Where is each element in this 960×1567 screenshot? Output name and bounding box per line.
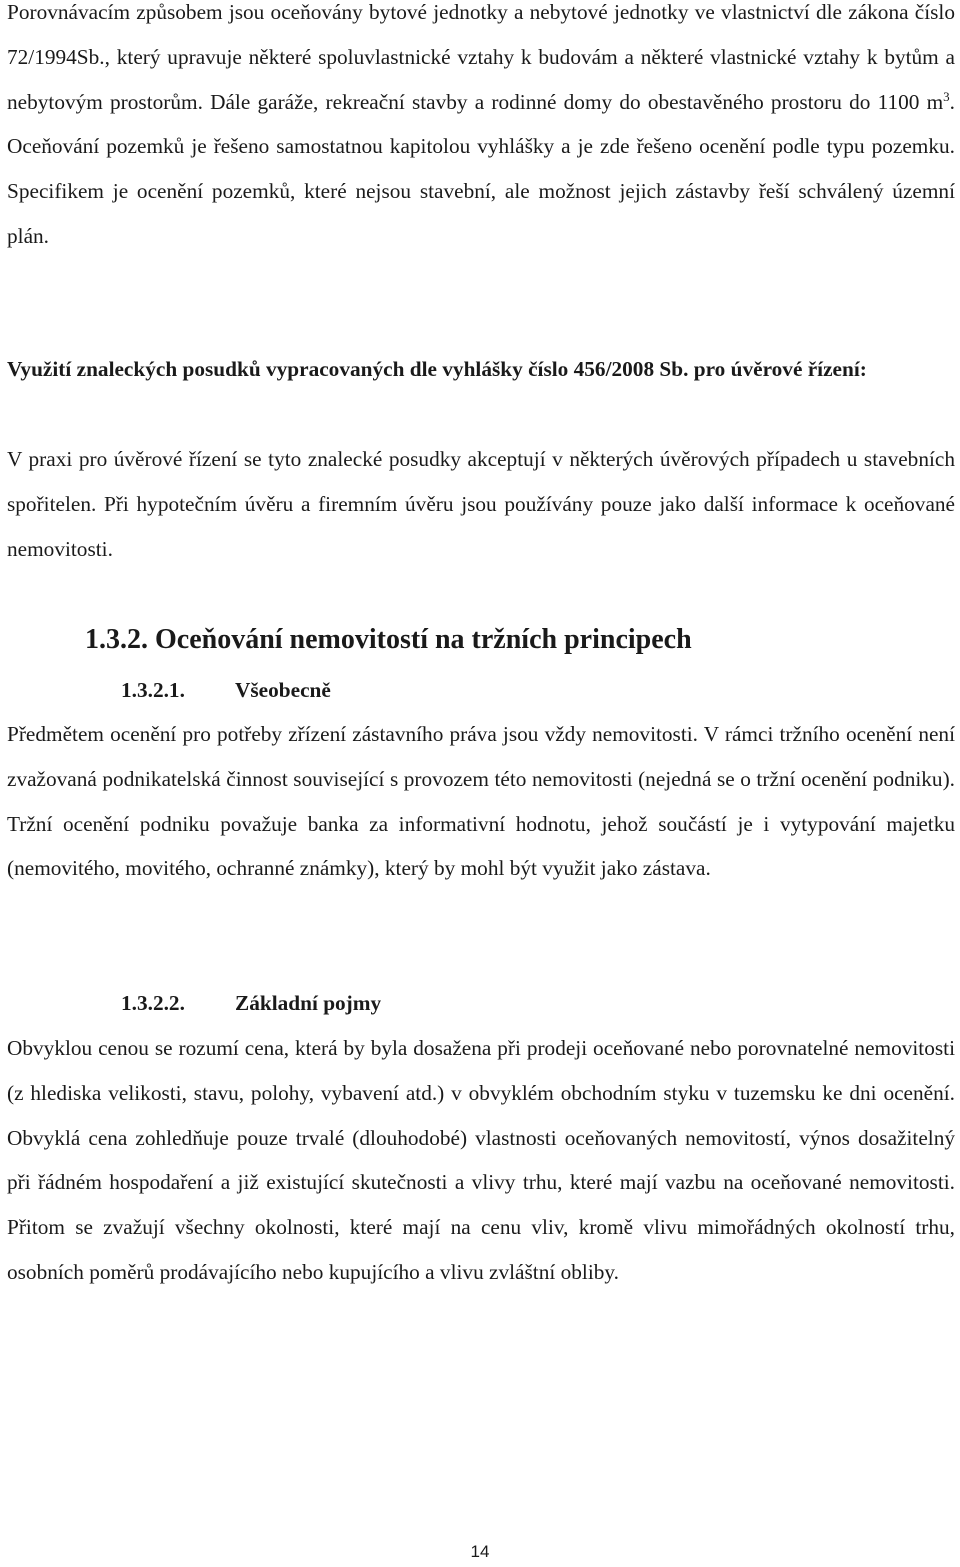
section-number: 1.3.2. — [85, 624, 148, 655]
section-title: Všeobecně — [235, 678, 331, 702]
section-heading-1-3-2-2 — [7, 988, 381, 1018]
section-title: Základní pojmy — [235, 991, 382, 1015]
paragraph-general: Předmětem ocenění pro potřeby zřízení zástavního práva jsou vždy nemovitosti. V rámci tržního ocenění není zvažovaná podnikatelská činnost související s provozem této nemovitosti (nejedná se o tržní ocenění podniku). Tržní ocenění podniku považuje banka za informativní hodnotu, jehož součástí je i vytypování majetku (nemovitého, movitého, ochranné známky), který by mohl být využit jako zástava. — [7, 722, 955, 881]
paragraph-credit: V praxi pro úvěrové řízení se tyto znalecké posudky akceptují v některých úvěrových případech u stavebních spořitelen. Při hypotečním úvěru a firemním úvěru jsou používány pouze jako další informace k oceňované nemovitosti. — [7, 447, 955, 561]
superscript-cubic: 3 — [943, 88, 950, 104]
paragraph-basic-terms: Obvyklou cenou se rozumí cena, která by byla dosažena při prodeji oceňované nebo porovnatelné nemovitosti (z hlediska velikosti, stavu, polohy, vybavení atd.) v obvyklém obchodním styku v tuzemsku ke dni ocenění. Obvyklá cena zohledňuje pouze trvalé (dlouhodobé) vlastnosti oceňovaných nemovitostí, výnos dosažitelný při řádném hospodaření a již existující skutečnosti a vlivy trhu, které mají vazbu na oceňované nemovitosti. Přitom se zvažují všechny okolnosti, které mají na cenu vliv, kromě vlivu mimořádných okolností trhu, osobních poměrů prodávajícího nebo kupujícího a vlivu zvláštní obliby. — [7, 1036, 955, 1284]
section-heading-1-3-2 — [7, 622, 692, 658]
section-number: 1.3.2.1. — [121, 678, 185, 702]
paragraph-intro-tail: . Oceňování pozemků je řešeno samostatnou kapitolou vyhlášky a je zde řešeno ocenění podle typu pozemku. Specifikem je ocenění pozemků, které nejsou stavební, ale možnost jejich zástavby řeší schválený územní plán. — [7, 89, 955, 248]
section-heading-1-3-2-1 — [7, 675, 331, 705]
section-title: Oceňování nemovitostí na tržních principech — [155, 624, 692, 655]
bold-heading-credit: Využití znaleckých posudků vypracovaných dle vyhlášky číslo 456/2008 Sb. pro úvěrové řízení: — [7, 357, 867, 381]
paragraph-intro-lead: Porovnávacím způsobem jsou oceňovány bytové jednotky a nebytové jednotky ve vlastnictví dle zákona číslo 72/1994Sb., který upravuje některé spoluvlastnické vztahy k budovám a některé vlastnické vztahy k bytům a nebytovým prostorům. Dále garáže, rekreační stavby a rodinné domy do obestavěného prostoru do 1100 m — [7, 0, 955, 114]
section-number: 1.3.2.2. — [121, 991, 185, 1015]
page-number: 14 — [470, 1542, 490, 1561]
paragraph-intro — [7, 0, 955, 259]
